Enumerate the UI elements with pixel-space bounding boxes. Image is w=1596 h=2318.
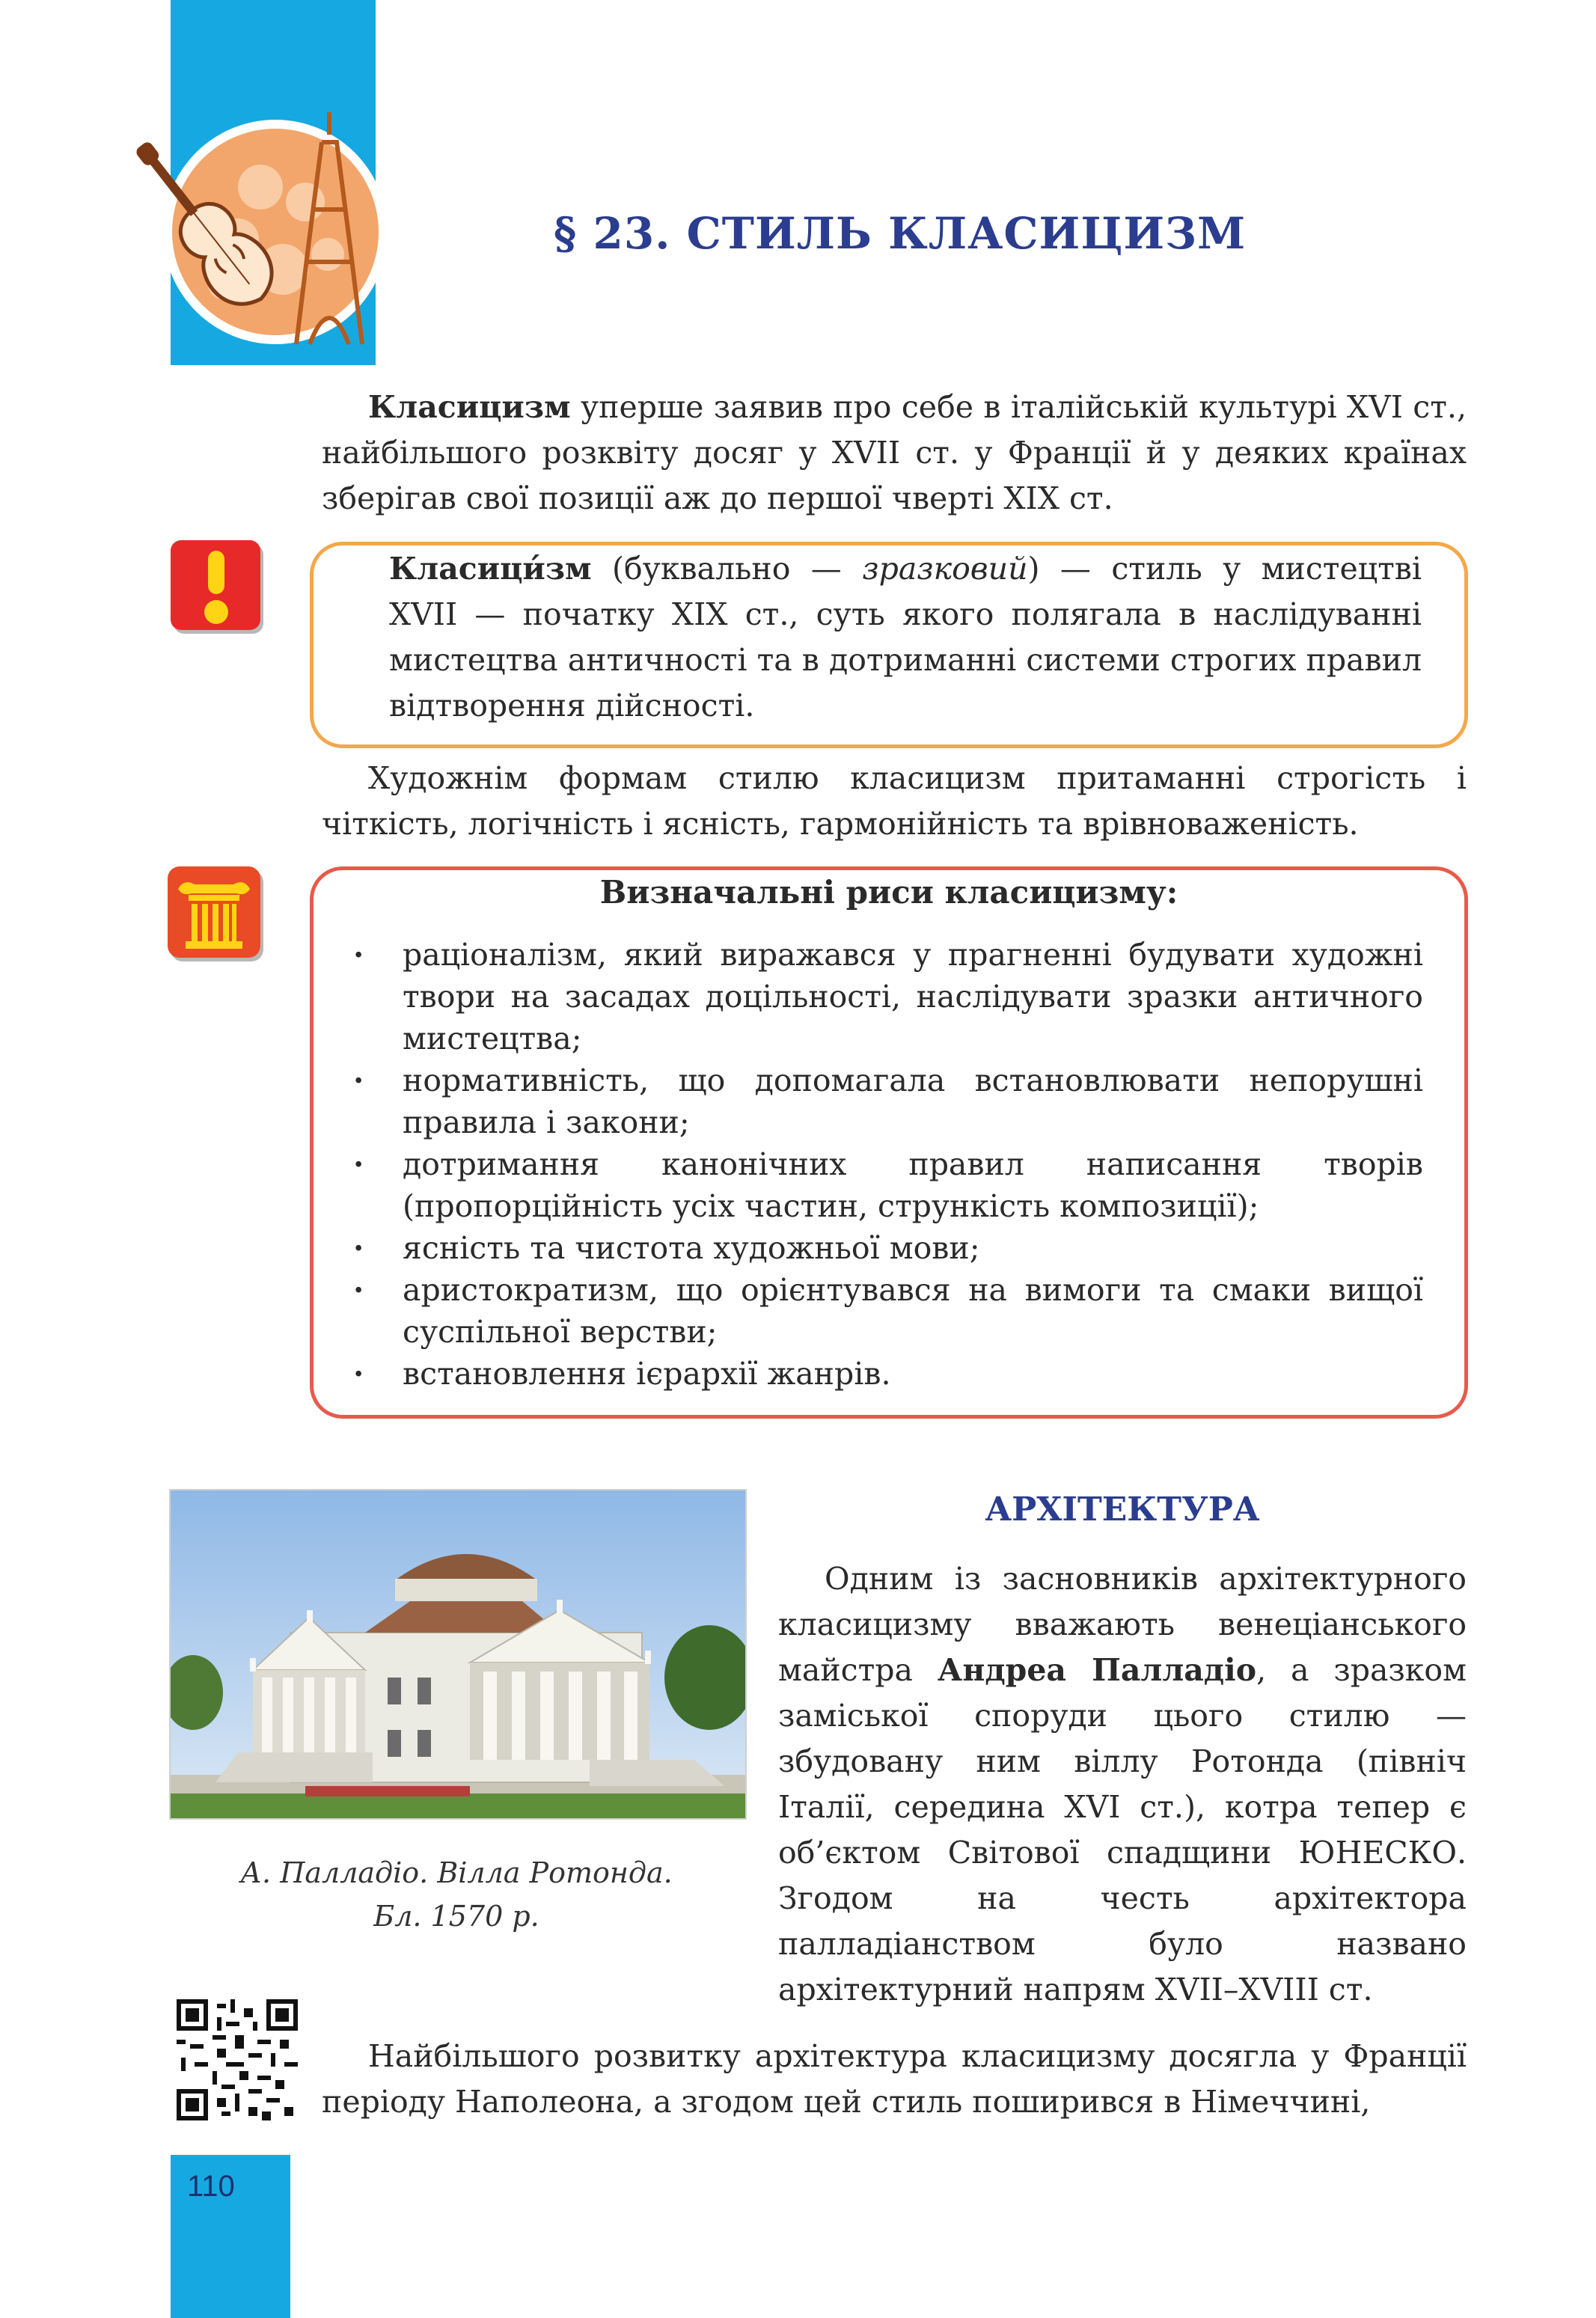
intro-paragraph <box>322 385 1467 522</box>
intro-term: Класицизм <box>368 389 571 425</box>
caption-line-1: А. Палладіо. Вілла Ротонда. <box>240 1856 673 1889</box>
exclamation-icon <box>171 540 260 630</box>
definition-text <box>389 546 1422 729</box>
features-title: Визначальні риси класицизму: <box>599 874 1178 911</box>
list-item: · встановлення ієрархії жанрів. <box>353 1353 1423 1395</box>
list-item: · раціоналізм, який виражався у прагненні будувати художні твори на засадах доцільності, наслідувати зразки античного мистецтва; <box>353 934 1423 1059</box>
forms-paragraph: Художнім формам стилю класицизм притаманні строгість і чіткість, логічність і ясність, гармонійність та врівноваженість. <box>322 760 1467 842</box>
intro-text: уперше заявив про себе в італійській культурі XVI ст., найбільшого розквіту досяг у XVII ст. у Франції й у деяких країнах зберігав свої позиції аж до першої чверті XIX ст. <box>322 389 1467 516</box>
architecture-text-before: Одним із засновників архітектурного класицизму вважають венеціанського майстра <box>778 1561 1467 1688</box>
photo-caption <box>169 1851 744 1938</box>
violin-and-eiffel-tower-icon <box>133 97 388 374</box>
definition-italic: зразковий <box>862 551 1028 587</box>
column-capital-icon <box>168 866 260 958</box>
list-item: · дотримання канонічних правил написання творів (пропорційність усіх частин, стрункість композиції); <box>353 1143 1423 1227</box>
architecture-paragraph <box>778 1556 1467 2013</box>
architecture-name: Андреа Палладіо <box>937 1652 1257 1688</box>
architecture-text-after: , а зразком заміської споруди цього стилю — збудовану ним віллу Ротонда (північ Італії, середина XVI ст.), котра тепер є об’єктом Світової спадщини ЮНЕСКО. Згодом на честь архітектора палладіанством було названо архітектурний напрям XVII–XVIII ст. <box>778 1652 1467 2007</box>
list-item: · ясність та чистота художньої мови; <box>353 1227 1423 1269</box>
page-title: § 23. СТИЛЬ КЛАСИЦИЗМ <box>554 208 1247 259</box>
villa-rotonda-photo <box>169 1489 747 1820</box>
caption-line-2: Бл. 1570 р. <box>373 1900 539 1933</box>
features-list <box>353 934 1423 1395</box>
definition-part2: ) — стиль у мистецтві XVII — початку XIX ст., суть якого полягала в наслідуванні мистецтва античності та в дотриманні системи строгих правил відтворення дійсності. <box>389 551 1422 724</box>
definition-term: Класици́зм <box>389 551 592 587</box>
last-paragraph: Найбільшого розвитку архітектура класицизму досягла у Франції періоду Наполеона, а згодом цей стиль поширився в Німеччині, <box>322 2038 1467 2120</box>
section-heading: АРХІТЕКТУРА <box>985 1490 1260 1529</box>
qr-code-icon[interactable] <box>177 1999 298 2120</box>
list-item: · аристократизм, що орієнтувався на вимоги та смаки вищої суспільної верстви; <box>353 1269 1423 1353</box>
page-number: 110 <box>187 2170 235 2203</box>
list-item: · нормативність, що допомагала встановлювати непорушні правила і закони; <box>353 1059 1423 1143</box>
definition-part1: (буквально — <box>591 551 863 587</box>
